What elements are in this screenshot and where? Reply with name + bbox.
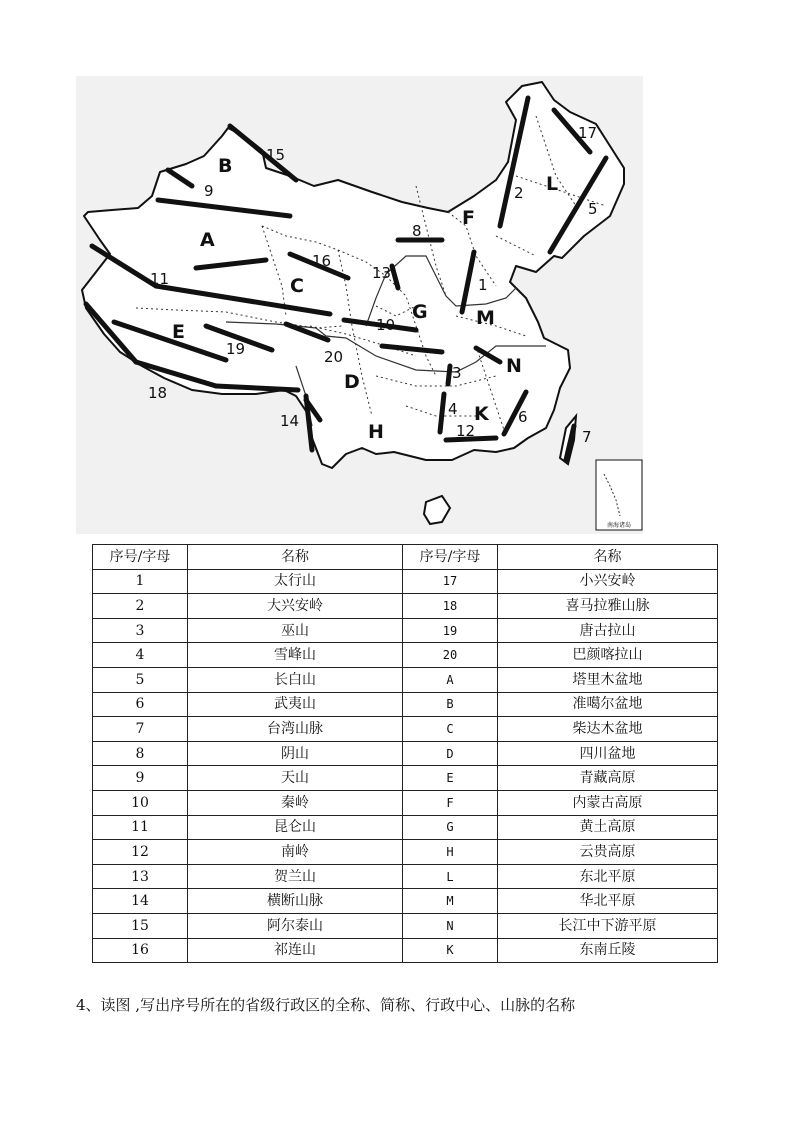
label-10: 10	[376, 316, 396, 334]
label-9: 9	[204, 182, 214, 200]
cell-number-letter: M	[403, 889, 498, 914]
table-row	[93, 594, 718, 619]
cell-name: 武夷山	[188, 692, 403, 717]
label-B: B	[218, 155, 233, 177]
cell-name: 秦岭	[188, 790, 403, 815]
cell-name: 云贵高原	[498, 840, 718, 865]
cell-number-letter: 3	[93, 618, 188, 643]
label-F: F	[462, 207, 475, 229]
table-row	[93, 717, 718, 742]
cell-number-letter: 2	[93, 594, 188, 619]
cell-name: 长江中下游平原	[498, 913, 718, 938]
cell-name: 喜马拉雅山脉	[498, 594, 718, 619]
label-20: 20	[324, 348, 344, 366]
cell-name: 东北平原	[498, 864, 718, 889]
china-terrain-map	[76, 76, 643, 534]
cell-number-letter: 18	[403, 594, 498, 619]
cell-number-letter: C	[403, 717, 498, 742]
cell-name: 柴达木盆地	[498, 717, 718, 742]
label-G: G	[412, 301, 428, 323]
label-5: 5	[588, 200, 598, 218]
table-row	[93, 618, 718, 643]
cell-number-letter: G	[403, 815, 498, 840]
label-16: 16	[312, 252, 332, 270]
question-text: 4、读图 ,写出序号所在的省级行政区的全称、简称、行政中心、山脉的名称	[76, 996, 576, 1014]
cell-number-letter: 6	[93, 692, 188, 717]
cell-number-letter: 13	[93, 864, 188, 889]
label-H: H	[368, 421, 384, 443]
table-header-row	[93, 545, 718, 570]
label-12: 12	[456, 422, 476, 440]
cell-name: 小兴安岭	[498, 569, 718, 594]
cell-name: 横断山脉	[188, 889, 403, 914]
table-row	[93, 815, 718, 840]
hainan-island	[424, 496, 450, 524]
cell-name: 内蒙古高原	[498, 790, 718, 815]
label-14: 14	[280, 412, 300, 430]
cell-number-letter: L	[403, 864, 498, 889]
label-19: 19	[226, 340, 246, 358]
cell-name: 台湾山脉	[188, 717, 403, 742]
range-3	[448, 366, 450, 384]
table-row	[93, 766, 718, 791]
table-row	[93, 643, 718, 668]
legend-table	[92, 544, 718, 963]
label-L: L	[546, 173, 559, 195]
cell-number-letter: 16	[93, 938, 188, 963]
table-row	[93, 864, 718, 889]
cell-name: 贺兰山	[188, 864, 403, 889]
label-M: M	[476, 307, 495, 329]
cell-name: 祁连山	[188, 938, 403, 963]
cell-number-letter: 20	[403, 643, 498, 668]
cell-name: 太行山	[188, 569, 403, 594]
header-name: 名称	[498, 545, 718, 570]
cell-number-letter: 19	[403, 618, 498, 643]
cell-number-letter: 14	[93, 889, 188, 914]
china-outline-svg	[76, 76, 643, 534]
label-E: E	[172, 321, 185, 343]
cell-name: 塔里木盆地	[498, 667, 718, 692]
cell-name: 巫山	[188, 618, 403, 643]
table-row	[93, 913, 718, 938]
cell-number-letter: 17	[403, 569, 498, 594]
table-row	[93, 741, 718, 766]
cell-number-letter: 11	[93, 815, 188, 840]
label-2: 2	[514, 184, 524, 202]
label-18: 18	[148, 384, 168, 402]
label-N: N	[506, 355, 522, 377]
cell-name: 昆仑山	[188, 815, 403, 840]
label-13: 13	[372, 264, 392, 282]
cell-name: 东南丘陵	[498, 938, 718, 963]
table-row	[93, 692, 718, 717]
label-15: 15	[266, 146, 286, 164]
header-name: 名称	[188, 545, 403, 570]
cell-number-letter: 9	[93, 766, 188, 791]
label-7: 7	[582, 428, 592, 446]
cell-name: 大兴安岭	[188, 594, 403, 619]
table-row	[93, 840, 718, 865]
cell-name: 准噶尔盆地	[498, 692, 718, 717]
label-1: 1	[478, 276, 488, 294]
cell-number-letter: N	[403, 913, 498, 938]
label-D: D	[344, 371, 360, 393]
cell-number-letter: 7	[93, 717, 188, 742]
cell-number-letter: A	[403, 667, 498, 692]
cell-number-letter: 5	[93, 667, 188, 692]
table-row	[93, 889, 718, 914]
cell-name: 黄土高原	[498, 815, 718, 840]
cell-name: 天山	[188, 766, 403, 791]
label-C: C	[290, 275, 304, 297]
table-body	[93, 569, 718, 963]
header-number-letter: 序号/字母	[93, 545, 188, 570]
cell-number-letter: E	[403, 766, 498, 791]
cell-name: 阿尔泰山	[188, 913, 403, 938]
cell-name: 唐古拉山	[498, 618, 718, 643]
cell-name: 四川盆地	[498, 741, 718, 766]
cell-name: 华北平原	[498, 889, 718, 914]
label-4: 4	[448, 400, 458, 418]
label-A: A	[200, 229, 215, 251]
header-number-letter: 序号/字母	[403, 545, 498, 570]
cell-number-letter: D	[403, 741, 498, 766]
cell-number-letter: B	[403, 692, 498, 717]
label-8: 8	[412, 222, 422, 240]
label-11: 11	[150, 270, 170, 288]
cell-name: 南岭	[188, 840, 403, 865]
table-row	[93, 938, 718, 963]
cell-number-letter: K	[403, 938, 498, 963]
cell-name: 雪峰山	[188, 643, 403, 668]
label-6: 6	[518, 408, 528, 426]
cell-name: 青藏高原	[498, 766, 718, 791]
label-K: K	[474, 403, 489, 425]
cell-name: 长白山	[188, 667, 403, 692]
table-row	[93, 569, 718, 594]
cell-name: 阴山	[188, 741, 403, 766]
table-row	[93, 667, 718, 692]
cell-number-letter: F	[403, 790, 498, 815]
cell-number-letter: 4	[93, 643, 188, 668]
inset-label: 南海诸岛	[607, 522, 632, 529]
cell-number-letter: 8	[93, 741, 188, 766]
label-17: 17	[578, 124, 598, 142]
cell-number-letter: 1	[93, 569, 188, 594]
cell-number-letter: 15	[93, 913, 188, 938]
cell-number-letter: H	[403, 840, 498, 865]
cell-number-letter: 12	[93, 840, 188, 865]
cell-name: 巴颜喀拉山	[498, 643, 718, 668]
table-row	[93, 790, 718, 815]
label-3: 3	[452, 364, 462, 382]
cell-number-letter: 10	[93, 790, 188, 815]
south-sea-inset	[596, 460, 642, 530]
